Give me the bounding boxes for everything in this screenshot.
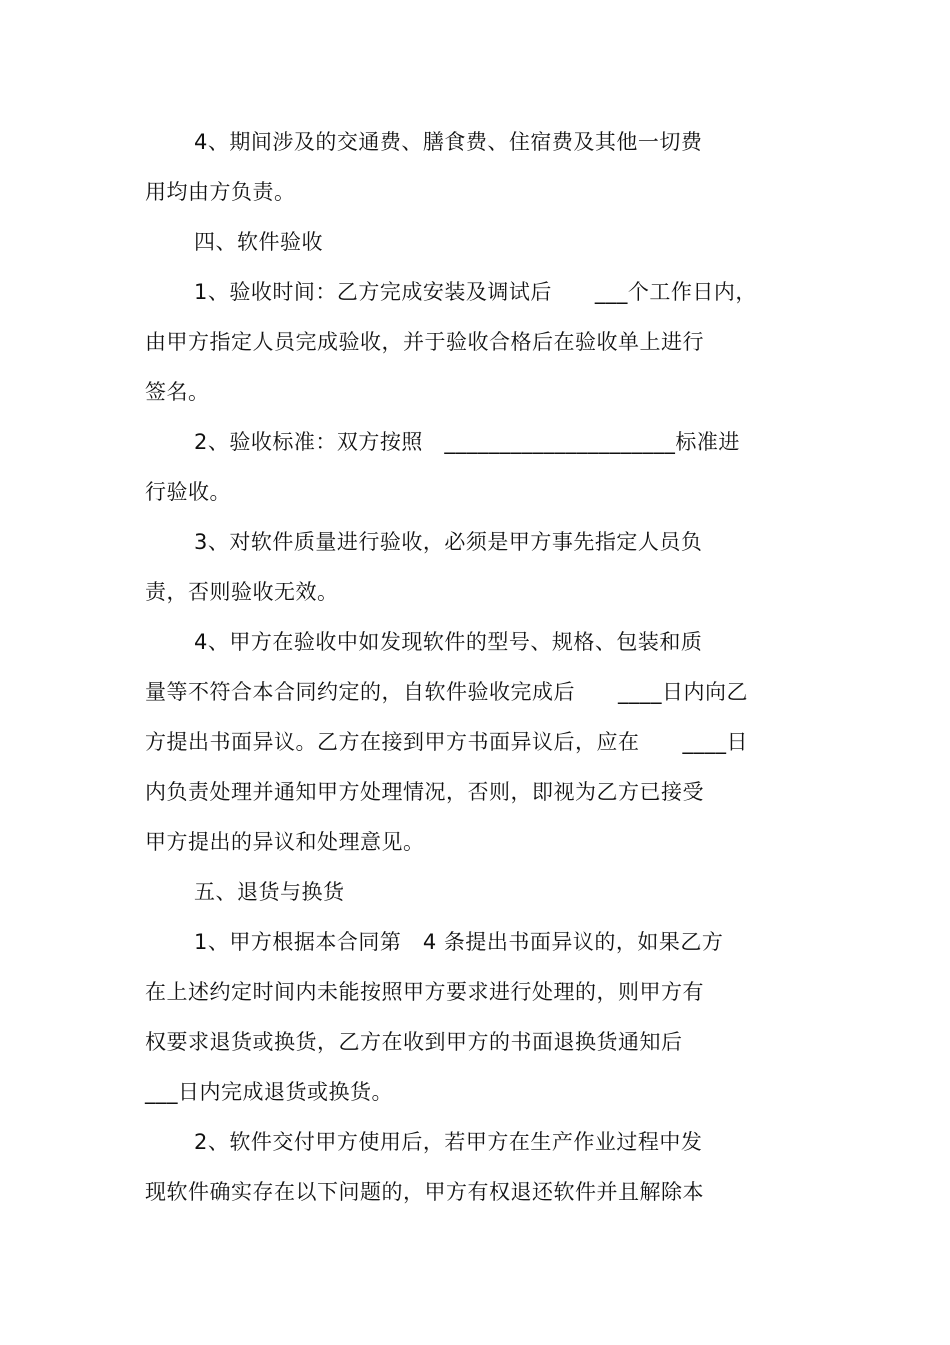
paragraph-line: 签名。	[145, 380, 210, 404]
paragraph-line: 4、甲方在验收中如发现软件的型号、规格、包装和质	[194, 630, 703, 654]
paragraph-line: 3、对软件质量进行验收，必须是甲方事先指定人员负	[194, 530, 703, 554]
paragraph-line: 1、验收时间：乙方完成安装及调试后 ___个工作日内，	[194, 280, 757, 304]
paragraph-line: 2、软件交付甲方使用后，若甲方在生产作业过程中发	[194, 1130, 703, 1154]
paragraph-line: 权要求退货或换货，乙方在收到甲方的书面退换货通知后	[145, 1030, 683, 1054]
paragraph-line: ___日内完成退货或换货。	[145, 1080, 393, 1104]
section-heading: 四、软件验收	[194, 230, 323, 254]
paragraph-line: 甲方提出的异议和处理意见。	[145, 830, 425, 854]
paragraph-line: 行验收。	[145, 480, 231, 504]
paragraph-line: 现软件确实存在以下问题的，甲方有权退还软件并且解除本	[145, 1180, 704, 1204]
paragraph-line: 由甲方指定人员完成验收，并于验收合格后在验收单上进行	[145, 330, 704, 354]
paragraph-line: 责，否则验收无效。	[145, 580, 339, 604]
paragraph-line: 用均由方负责。	[145, 180, 296, 204]
section-heading: 五、退货与换货	[194, 880, 345, 904]
paragraph-line: 量等不符合本合同约定的，自软件验收完成后 ____日内向乙	[145, 680, 748, 704]
paragraph-line: 在上述约定时间内未能按照甲方要求进行处理的，则甲方有	[145, 980, 704, 1004]
paragraph-line: 内负责处理并通知甲方处理情况，否则，即视为乙方已接受	[145, 780, 704, 804]
paragraph-line: 2、验收标准：双方按照 _____________________标准进	[194, 430, 740, 454]
paragraph-line: 方提出书面异议。乙方在接到甲方书面异议后，应在 ____日	[145, 730, 748, 754]
paragraph-line: 4、期间涉及的交通费、膳食费、住宿费及其他一切费	[194, 130, 703, 154]
paragraph-line: 1、甲方根据本合同第 4 条提出书面异议的，如果乙方	[194, 930, 724, 954]
